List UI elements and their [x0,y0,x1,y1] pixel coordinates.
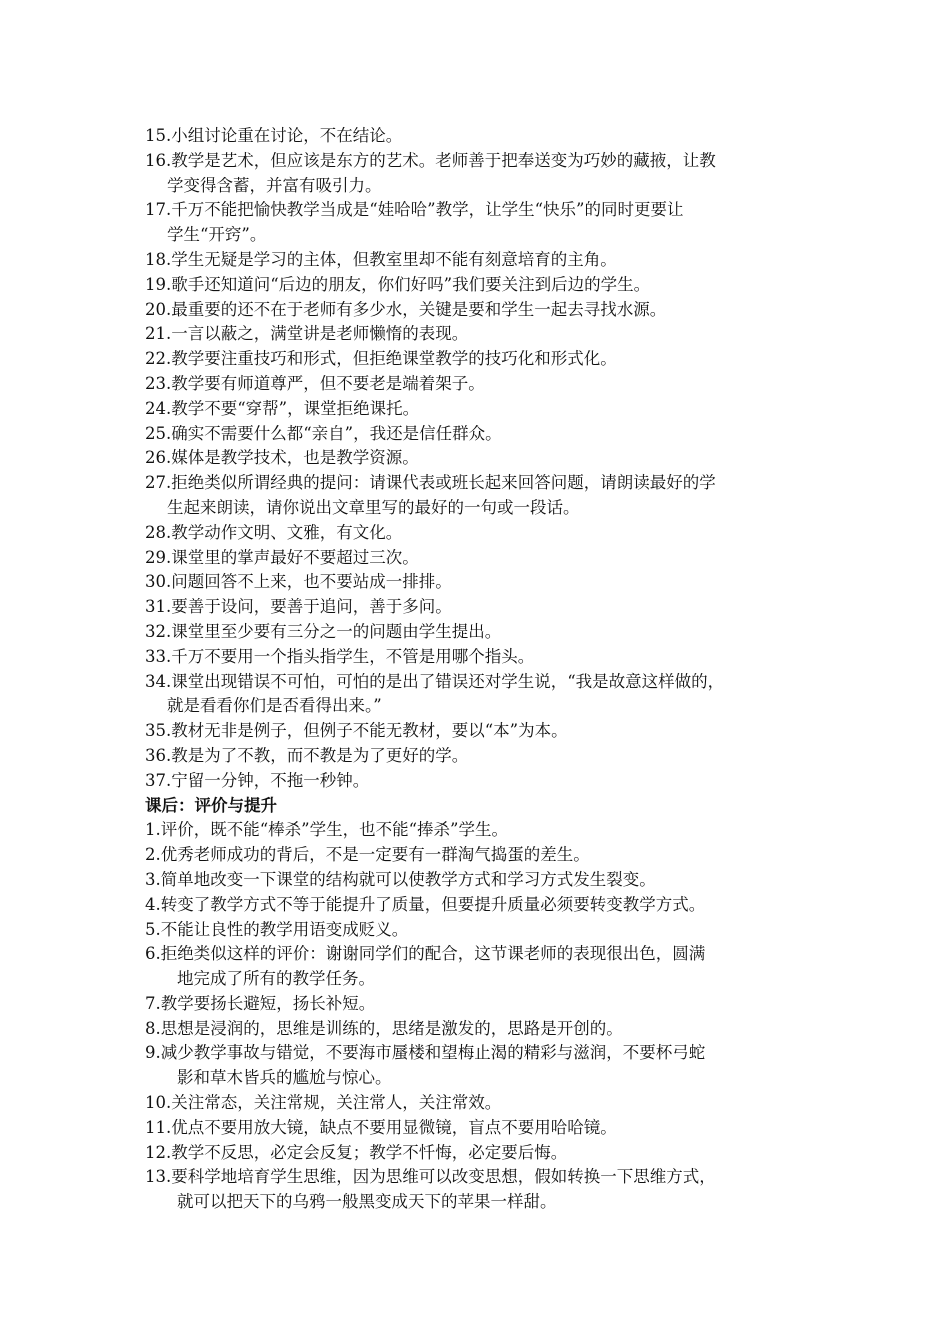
item-number: 5. [145,919,161,939]
item-number: 10. [145,1093,172,1113]
item-text: 教学要有师道尊严，但不要老是端着架子。 [171,373,485,393]
item-text: 学生无疑是学习的主体，但教室里却不能有刻意培育的主角。 [171,249,617,269]
list-item [145,843,825,868]
item-number: 6. [145,944,161,964]
item-text-continued: 就可以把天下的乌鸦一般黑变成天下的苹果一样甜。 [177,1192,557,1212]
item-text: 教学要扬长避短，扬长补短。 [160,993,376,1013]
list-item [145,1041,825,1091]
list-item [145,719,825,744]
item-text: 教学不反思，必定会反复；教学不忏悔，必定要后悔。 [171,1142,568,1162]
list-item [145,397,825,422]
item-number: 7. [145,993,161,1013]
item-text: 课堂出现错误不可怕，可怕的是出了错误还对学生说，“我是故意这样做的， [171,671,725,691]
item-number: 25. [145,423,172,443]
item-number: 30. [145,572,172,592]
item-number: 26. [145,448,172,468]
item-text: 要善于设问，要善于追问，善于多问。 [171,597,452,617]
item-text: 教学要注重技巧和形式，但拒绝课堂教学的技巧化和形式化。 [171,349,617,369]
item-number: 28. [145,522,172,542]
item-number: 4. [145,894,161,914]
list-item [145,769,825,794]
item-text: 教学不要“穿帮”，课堂拒绝课托。 [171,398,420,418]
item-text: 不能让良性的教学用语变成贬义。 [160,919,409,939]
item-text: 关注常态，关注常规，关注常人，关注常效。 [171,1093,502,1113]
item-number: 21. [145,324,172,344]
item-number: 23. [145,373,172,393]
item-number: 2. [145,845,161,865]
list-item [145,893,825,918]
list-item [145,1165,825,1215]
item-text-continued: 生起来朗读，请你说出文章里写的最好的一句或一段话。 [167,497,580,517]
item-text: 千万不能把愉快教学当成是“娃哈哈”教学，让学生“快乐”的同时更要让 [171,200,684,220]
list-item [145,198,825,248]
list-item [145,595,825,620]
item-text: 问题回答不上来，也不要站成一排排。 [171,572,452,592]
item-text: 优点不要用放大镜，缺点不要用显微镜，盲点不要用哈哈镜。 [171,1117,617,1137]
item-number: 1. [145,820,161,840]
item-number: 16. [145,150,172,170]
list-item [145,992,825,1017]
item-text: 课堂里至少要有三分之一的问题由学生提出。 [171,621,502,641]
item-text-continued: 学生“开窍”。 [167,225,267,245]
list-item [145,124,825,149]
list-item [145,471,825,521]
item-number: 33. [145,646,172,666]
item-number: 17. [145,200,172,220]
list-item [145,422,825,447]
item-number: 3. [145,869,161,889]
item-number: 20. [145,299,172,319]
list-item [145,248,825,273]
item-number: 35. [145,721,172,741]
item-number: 13. [145,1167,172,1187]
item-text: 教材无非是例子，但例子不能无教材，要以“本”为本。 [171,721,568,741]
list-item [145,372,825,397]
item-number: 9. [145,1043,161,1063]
item-number: 31. [145,597,172,617]
item-text: 课堂里的掌声最好不要超过三次。 [171,547,419,567]
item-text: 思想是浸润的，思维是训练的，思绪是激发的，思路是开创的。 [160,1018,623,1038]
item-text-continued: 学变得含蓄，并富有吸引力。 [167,175,382,195]
item-number: 36. [145,745,172,765]
item-text: 确实不需要什么都“亲自”，我还是信任群众。 [171,423,502,443]
item-text: 简单地改变一下课堂的结构就可以使教学方式和学习方式发生裂变。 [160,869,656,889]
item-number: 37. [145,770,172,790]
section-in-class-list [145,124,825,794]
item-number: 22. [145,349,172,369]
list-item [145,546,825,571]
section-heading: 课后：评价与提升 [145,795,277,815]
item-text: 减少教学事故与错觉，不要海市蜃楼和望梅止渴的精彩与滋润，不要杯弓蛇 [160,1043,706,1063]
section-after-class-list [145,818,825,1215]
item-text: 评价，既不能“棒杀”学生，也不能“捧杀”学生。 [160,820,508,840]
item-number: 18. [145,249,172,269]
item-number: 8. [145,1018,161,1038]
list-item [145,942,825,992]
item-text-continued: 地完成了所有的教学任务。 [177,969,375,989]
item-text: 转变了教学方式不等于能提升了质量，但要提升质量必须要转变教学方式。 [160,894,706,914]
list-item [145,347,825,372]
item-text: 优秀老师成功的背后，不是一定要有一群淘气捣蛋的差生。 [160,845,590,865]
list-item [145,1091,825,1116]
list-item [145,1116,825,1141]
item-text: 要科学地培育学生思维，因为思维可以改变思想，假如转换一下思维方式， [171,1167,716,1187]
item-text-continued: 影和草木皆兵的尴尬与惊心。 [177,1068,392,1088]
item-number: 15. [145,126,172,145]
list-item [145,1141,825,1166]
item-number: 29. [145,547,172,567]
item-text: 最重要的还不在于老师有多少水，关键是要和学生一起去寻找水源。 [171,299,667,319]
list-item [145,818,825,843]
list-item [145,446,825,471]
item-number: 19. [145,274,172,294]
item-number: 34. [145,671,172,691]
list-item [145,670,825,720]
item-number: 32. [145,621,172,641]
list-item [145,521,825,546]
item-number: 24. [145,398,172,418]
item-text: 宁留一分钟，不拖一秒钟。 [171,770,370,790]
document-page [145,124,825,1215]
item-number: 11. [145,1117,172,1137]
list-item [145,273,825,298]
item-text-continued: 就是看看你们是否看得出来。” [167,696,382,716]
list-item [145,620,825,645]
item-text: 教是为了不教，而不教是为了更好的学。 [171,745,469,765]
item-text: 拒绝类似这样的评价：谢谢同学们的配合，这节课老师的表现很出色，圆满 [160,944,706,964]
list-item [145,918,825,943]
item-number: 27. [145,473,172,493]
item-text: 媒体是教学技术，也是教学资源。 [171,448,419,468]
list-item [145,570,825,595]
item-text: 教学动作文明、文雅，有文化。 [171,522,403,542]
list-item [145,744,825,769]
item-number: 12. [145,1142,172,1162]
item-text: 一言以蔽之，满堂讲是老师懒惰的表现。 [171,324,469,344]
list-item [145,149,825,199]
list-item [145,322,825,347]
list-item [145,868,825,893]
item-text: 千万不要用一个指头指学生，不管是用哪个指头。 [171,646,535,666]
list-item [145,298,825,323]
item-text: 拒绝类似所谓经典的提问：请课代表或班长起来回答问题，请朗读最好的学 [171,473,716,493]
item-text: 小组讨论重在讨论，不在结论。 [171,126,403,145]
item-text: 教学是艺术，但应该是东方的艺术。老师善于把奉送变为巧妙的藏掖，让教 [171,150,716,170]
list-item [145,645,825,670]
list-item [145,1017,825,1042]
item-text: 歌手还知道问“后边的朋友，你们好吗”我们要关注到后边的学生。 [171,274,651,294]
